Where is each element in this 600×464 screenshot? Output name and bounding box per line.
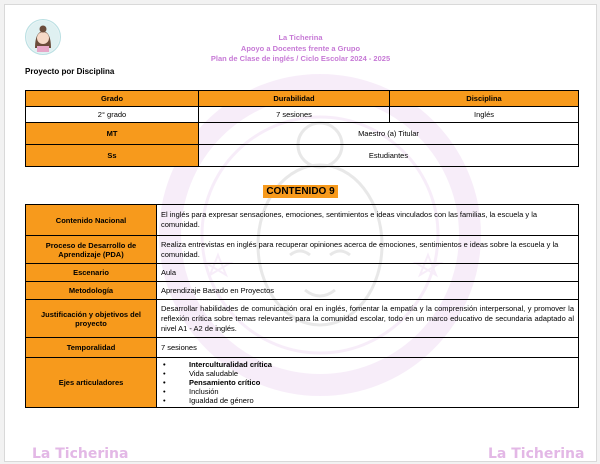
grado-header: Grado bbox=[26, 91, 199, 107]
eje-item: • Igualdad de género bbox=[161, 396, 574, 405]
metodologia-value: Aprendizaje Basado en Proyectos bbox=[157, 282, 579, 300]
summary-header-row bbox=[26, 91, 579, 107]
mt-value: Maestro (a) Titular bbox=[199, 123, 579, 145]
escenario-row bbox=[26, 264, 579, 282]
disciplina-header: Disciplina bbox=[390, 91, 579, 107]
justificacion-row bbox=[26, 300, 579, 338]
metodologia-row bbox=[26, 282, 579, 300]
pda-label: Proceso de Desarrollo de Aprendizaje (PDA) bbox=[26, 236, 157, 264]
contenido-value: El inglés para expresar sensaciones, emociones, sentimientos e ideas vinculados con las familias, la escuela y la comunidad. bbox=[157, 205, 579, 236]
justificacion-label: Justificación y objetivos del proyecto bbox=[26, 300, 157, 338]
contenido-row bbox=[26, 205, 579, 236]
contenido-label: Contenido Nacional bbox=[26, 205, 157, 236]
ss-label: Ss bbox=[26, 145, 199, 167]
header-plan: Plan de Clase de inglés / Ciclo Escolar 2024 - 2025 bbox=[210, 54, 391, 63]
ss-row bbox=[26, 145, 579, 167]
ejes-row bbox=[26, 358, 579, 408]
pda-row bbox=[26, 236, 579, 264]
justificacion-value: Desarrollar habilidades de comunicación oral en inglés, fomentar la empatía y la comprensión interpersonal, y promover la reflexión crítica sobre temas relevantes para la comunidad escolar, todo en un marco educativo de secundaria adaptado al nivel A1 - A2 de inglés. bbox=[157, 300, 579, 338]
ejes-label: Ejes articuladores bbox=[26, 358, 157, 408]
disciplina-value: Inglés bbox=[390, 107, 579, 123]
temporalidad-label: Temporalidad bbox=[26, 338, 157, 358]
ejes-cell bbox=[157, 358, 579, 408]
content-title-text: CONTENIDO 9 bbox=[263, 185, 337, 198]
temporalidad-value: 7 sesiones bbox=[157, 338, 579, 358]
details-table bbox=[25, 204, 579, 408]
escenario-value: Aula bbox=[157, 264, 579, 282]
eje-item: • Pensamiento crítico bbox=[161, 378, 574, 387]
eje-item: • Inclusión bbox=[161, 387, 574, 396]
document-header bbox=[5, 33, 596, 65]
ejes-list bbox=[161, 360, 574, 405]
eje-item: • Interculturalidad crítica bbox=[161, 360, 574, 369]
header-subtitle: Apoyo a Docentes frente a Grupo bbox=[240, 43, 361, 53]
eje-item: • Vida saludable bbox=[161, 369, 574, 378]
document-page bbox=[4, 4, 597, 462]
ss-value: Estudiantes bbox=[199, 145, 579, 167]
summary-table bbox=[25, 90, 579, 167]
content-title bbox=[5, 181, 596, 199]
durabilidad-header: Durabilidad bbox=[199, 91, 390, 107]
temporalidad-row bbox=[26, 338, 579, 358]
pda-value: Realiza entrevistas en inglés para recuperar opiniones acerca de emociones, sentimientos e ideas sobre la escuela y la comunidad. bbox=[157, 236, 579, 264]
summary-values-row bbox=[26, 107, 579, 123]
durabilidad-value: 7 sesiones bbox=[199, 107, 390, 123]
footer-right-brand: La Ticherina bbox=[488, 446, 585, 462]
header-title: La Ticherina bbox=[278, 33, 323, 42]
project-label: Proyecto por Disciplina bbox=[25, 67, 115, 76]
escenario-label: Escenario bbox=[26, 264, 157, 282]
mt-label: MT bbox=[26, 123, 199, 145]
metodologia-label: Metodología bbox=[26, 282, 157, 300]
grado-value: 2° grado bbox=[26, 107, 199, 123]
mt-row bbox=[26, 123, 579, 145]
footer-left-brand: La Ticherina bbox=[32, 446, 129, 462]
